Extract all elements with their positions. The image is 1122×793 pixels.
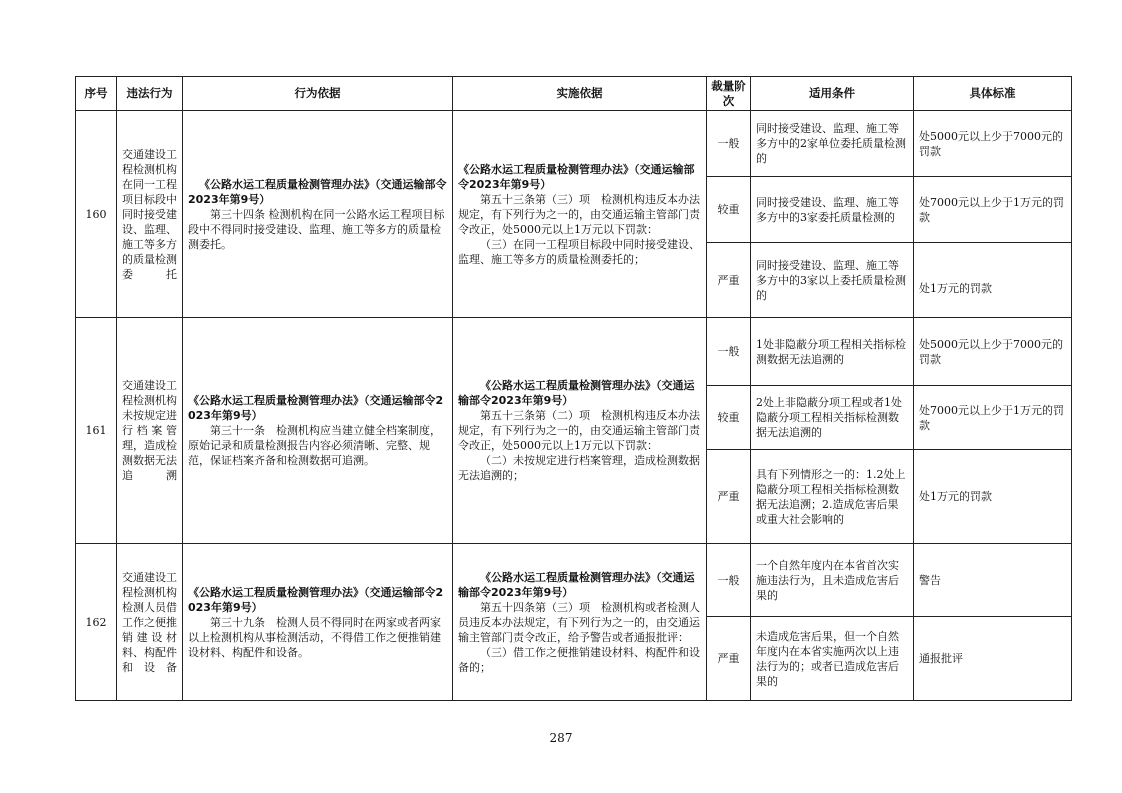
- basis-text: 第三十一条 检测机构应当建立健全档案制度，原始记录和质量检测报告内容必须清晰、完整、规范，保证档案齐备和检测数据可追溯。: [188, 424, 441, 467]
- basis-title: 《公路水运工程质量检测管理办法》（交通运输部令2023年第9号）: [188, 394, 444, 422]
- header-basis: 行为依据: [183, 77, 453, 111]
- impl-cell: [453, 544, 707, 701]
- basis-text: 第三十九条 检测人员不得同时在两家或者两家以上检测机构从事检测活动，不得借工作之便推销建设材料、构配件和设备。: [188, 615, 441, 659]
- level-cell: 一般: [707, 544, 751, 617]
- basis-cell: [183, 111, 453, 318]
- impl-title: 《公路水运工程质量检测管理办法》（交通运输部令2023年第9号）: [458, 379, 695, 407]
- impl-text: 第五十四条第（三）项 检测机构或者检测人员违反本办法规定，有下列行为之一的，由交通运输主管部门责令改正，给予警告或者通报批评：: [458, 600, 700, 644]
- level-cell: 严重: [707, 617, 751, 701]
- impl-text-item: （三）借工作之便推销建设材料、构配件和设备的；: [458, 645, 700, 674]
- table-row: [76, 544, 1072, 617]
- condition-cell: 同时接受建设、监理、施工等多方中的3家委托质量检测的: [751, 177, 914, 243]
- basis-title: 《公路水运工程质量检测管理办法》（交通运输部令2023年第9号）: [188, 177, 447, 206]
- table-row: [76, 318, 1072, 386]
- violation-cell: 交通建设工程检测机构在同一工程项目标段中同时接受建设、监理、施工等多方的质量检测委托: [117, 111, 183, 318]
- standard-cell: 通报批评: [914, 617, 1072, 701]
- impl-text: 第五十三条第（三）项 检测机构违反本办法规定，有下列行为之一的，由交通运输主管部门责令改正，处5000元以上1万元以下罚款：: [458, 192, 700, 236]
- basis-title: 《公路水运工程质量检测管理办法》（交通运输部令2023年第9号）: [188, 585, 444, 614]
- header-impl: 实施依据: [453, 77, 707, 111]
- impl-text: 第五十三条第（二）项 检测机构违反本办法规定，有下列行为之一的，由交通运输主管部门责令改正，处5000元以上1万元以下罚款：: [458, 409, 700, 452]
- condition-cell: 同时接受建设、监理、施工等多方中的2家单位委托质量检测的: [751, 111, 914, 177]
- header-std: 具体标准: [914, 77, 1072, 111]
- standard-cell: 处7000元以上少于1万元的罚款: [914, 177, 1072, 243]
- header-cond: 适用条件: [751, 77, 914, 111]
- standard-cell: 处7000元以上少于1万元的罚款: [914, 386, 1072, 450]
- impl-cell: [453, 111, 707, 318]
- standard-cell: 警告: [914, 544, 1072, 617]
- header-level: 裁量阶次: [707, 77, 751, 111]
- condition-cell: 1处非隐蔽分项工程相关指标检测数据无法追溯的: [751, 318, 914, 386]
- condition-cell: 具有下列情形之一的：1.2处上隐蔽分项工程相关指标检测数据无法追溯；2.造成危害后果或重大社会影响的: [751, 450, 914, 544]
- violation-cell: 交通建设工程检测机构未按规定进行档案管理，造成检测数据无法追溯: [117, 318, 183, 544]
- standard-cell: 处1万元的罚款: [914, 243, 1072, 318]
- row-number: 162: [76, 544, 117, 701]
- condition-cell: 2处上非隐蔽分项工程或者1处隐蔽分项工程相关指标检测数据无法追溯的: [751, 386, 914, 450]
- row-number: 161: [76, 318, 117, 544]
- impl-title: 《公路水运工程质量检测管理办法》（交通运输部令2023年第9号）: [458, 162, 695, 191]
- level-cell: 严重: [707, 450, 751, 544]
- condition-cell: 同时接受建设、监理、施工等多方中的3家以上委托质量检测的: [751, 243, 914, 318]
- header-act: 违法行为: [117, 77, 183, 111]
- condition-cell: 一个自然年度内在本省首次实施违法行为，且未造成危害后果的: [751, 544, 914, 617]
- level-cell: 一般: [707, 318, 751, 386]
- level-cell: 较重: [707, 386, 751, 450]
- standard-cell: 处5000元以上少于7000元的罚款: [914, 318, 1072, 386]
- row-number: 160: [76, 111, 117, 318]
- level-cell: 严重: [707, 243, 751, 318]
- basis-cell: [183, 544, 453, 701]
- header-no: 序号: [76, 77, 117, 111]
- penalty-table: [75, 76, 1072, 701]
- basis-text: 第三十四条 检测机构在同一公路水运工程项目标段中不得同时接受建设、监理、施工等多方的质量检测委托。: [188, 207, 445, 251]
- level-cell: 较重: [707, 177, 751, 243]
- header-row: [76, 77, 1072, 111]
- standard-cell: 处1万元的罚款: [914, 450, 1072, 544]
- basis-cell: [183, 318, 453, 544]
- table-row: [76, 111, 1072, 177]
- impl-text-item: （二）未按规定进行档案管理，造成检测数据无法追溯的；: [458, 454, 700, 482]
- page-number: 287: [549, 731, 573, 745]
- standard-cell: 处5000元以上少于7000元的罚款: [914, 111, 1072, 177]
- impl-text-item: （三）在同一工程项目标段中同时接受建设、监理、施工等多方的质量检测委托的；: [458, 237, 700, 266]
- violation-cell: 交通建设工程检测机构检测人员借工作之便推销建设材料、构配件和设备: [117, 544, 183, 701]
- level-cell: 一般: [707, 111, 751, 177]
- impl-cell: [453, 318, 707, 544]
- condition-cell: 未造成危害后果，但一个自然年度内在本省实施两次以上违法行为的；或者已造成危害后果的: [751, 617, 914, 701]
- impl-title: 《公路水运工程质量检测管理办法》（交通运输部令2023年第9号）: [458, 570, 695, 599]
